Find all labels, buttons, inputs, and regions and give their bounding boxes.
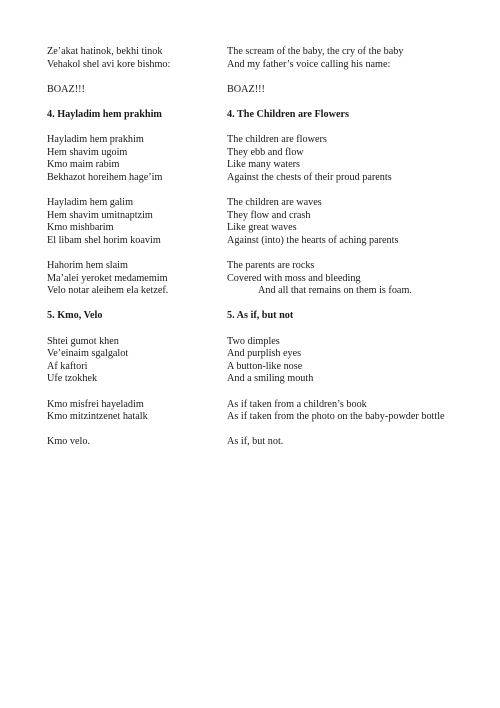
transliteration-column — [47, 46, 222, 462]
poem-line: Two dimples — [227, 335, 280, 347]
poem-line: Velo notar aleihem ela ketzef. — [47, 285, 169, 297]
stanza — [47, 197, 222, 247]
stanza — [47, 436, 222, 449]
poem-line: Covered with moss and bleeding — [227, 272, 361, 284]
section-heading: 5. As if, but not — [227, 310, 294, 322]
section-heading: 5. Kmo, Velo — [47, 310, 103, 322]
poem-line: A button-like nose — [227, 360, 303, 372]
poem-line: Kmo mishbarim — [47, 222, 114, 234]
poem-line: Hahorim hem slaim — [47, 260, 128, 272]
poem-line: Kmo maim rabim — [47, 159, 120, 171]
poem-line: BOAZ!!! — [227, 83, 265, 95]
poem-line: And my father’s voice calling his name: — [227, 58, 391, 70]
stanza — [47, 260, 222, 298]
stanza — [47, 84, 222, 97]
poem-line: The parents are rocks — [227, 260, 315, 272]
section-heading: 4. Hayladim hem prakhim — [47, 108, 162, 120]
stanza — [227, 260, 487, 298]
stanza — [227, 399, 487, 424]
poem-line: Af kaftori — [47, 360, 88, 372]
stanza — [47, 336, 222, 386]
poem-line: Like many waters — [227, 159, 300, 171]
section-heading: 4. The Children are Flowers — [227, 108, 349, 120]
poem-line: And purplish eyes — [227, 348, 302, 360]
poem-line: The scream of the baby, the cry of the baby — [227, 46, 404, 57]
poem-line: Kmo mitzintzenet hatalk — [47, 411, 148, 423]
poem-line: As if taken from the photo on the baby-powder bottle — [227, 411, 445, 423]
poem-line: Hem shavim umitnaptzim — [47, 209, 153, 221]
poem-line: El libam shel horim koavim — [47, 234, 161, 246]
poem-line: Against (into) the hearts of aching parents — [227, 234, 399, 246]
poem-line: Bekhazot horeihem hage’im — [47, 171, 163, 183]
poem-line: Ma’alei yeroket medamemim — [47, 272, 168, 284]
poem-line: Against the chests of their proud parents — [227, 171, 392, 183]
poem-line: Vehakol shel avi kore bishmo: — [47, 58, 171, 70]
poem-line: Hayladim hem galim — [47, 197, 134, 209]
stanza — [227, 134, 487, 184]
stanza — [47, 134, 222, 184]
poem-line: The children are waves — [227, 197, 322, 209]
stanza — [47, 399, 222, 424]
stanza — [227, 46, 487, 71]
poem-line: Hem shavim ugoim — [47, 146, 128, 158]
poem-line: Kmo velo. — [47, 436, 91, 448]
poem-line: And a smiling mouth — [227, 373, 314, 385]
poem-line: The children are flowers — [227, 134, 327, 146]
poem-line: BOAZ!!! — [47, 83, 85, 95]
poem-line: Ve’einaim sgalgalot — [47, 348, 129, 360]
poem-line: As if taken from a children’s book — [227, 398, 367, 410]
poem-line-indented: And all that remains on them is foam. — [258, 285, 412, 297]
poem-line: Ufe tzokhek — [47, 373, 98, 385]
translation-column — [227, 46, 487, 462]
poem-line: Shtei gumot khen — [47, 335, 119, 347]
poem-line: As if, but not. — [227, 436, 284, 448]
stanza — [227, 197, 487, 247]
poem-line: Hayladim hem prakhim — [47, 134, 144, 146]
poem-line: They ebb and flow — [227, 146, 304, 158]
stanza — [47, 46, 222, 71]
poem-line: They flow and crash — [227, 209, 311, 221]
stanza — [227, 84, 487, 97]
poem-line: Kmo misfrei hayeladim — [47, 398, 144, 410]
stanza — [227, 336, 487, 386]
stanza — [227, 436, 487, 449]
poem-line: Like great waves — [227, 222, 297, 234]
poem-line: Ze’akat hatinok, bekhi tinok — [47, 46, 163, 57]
